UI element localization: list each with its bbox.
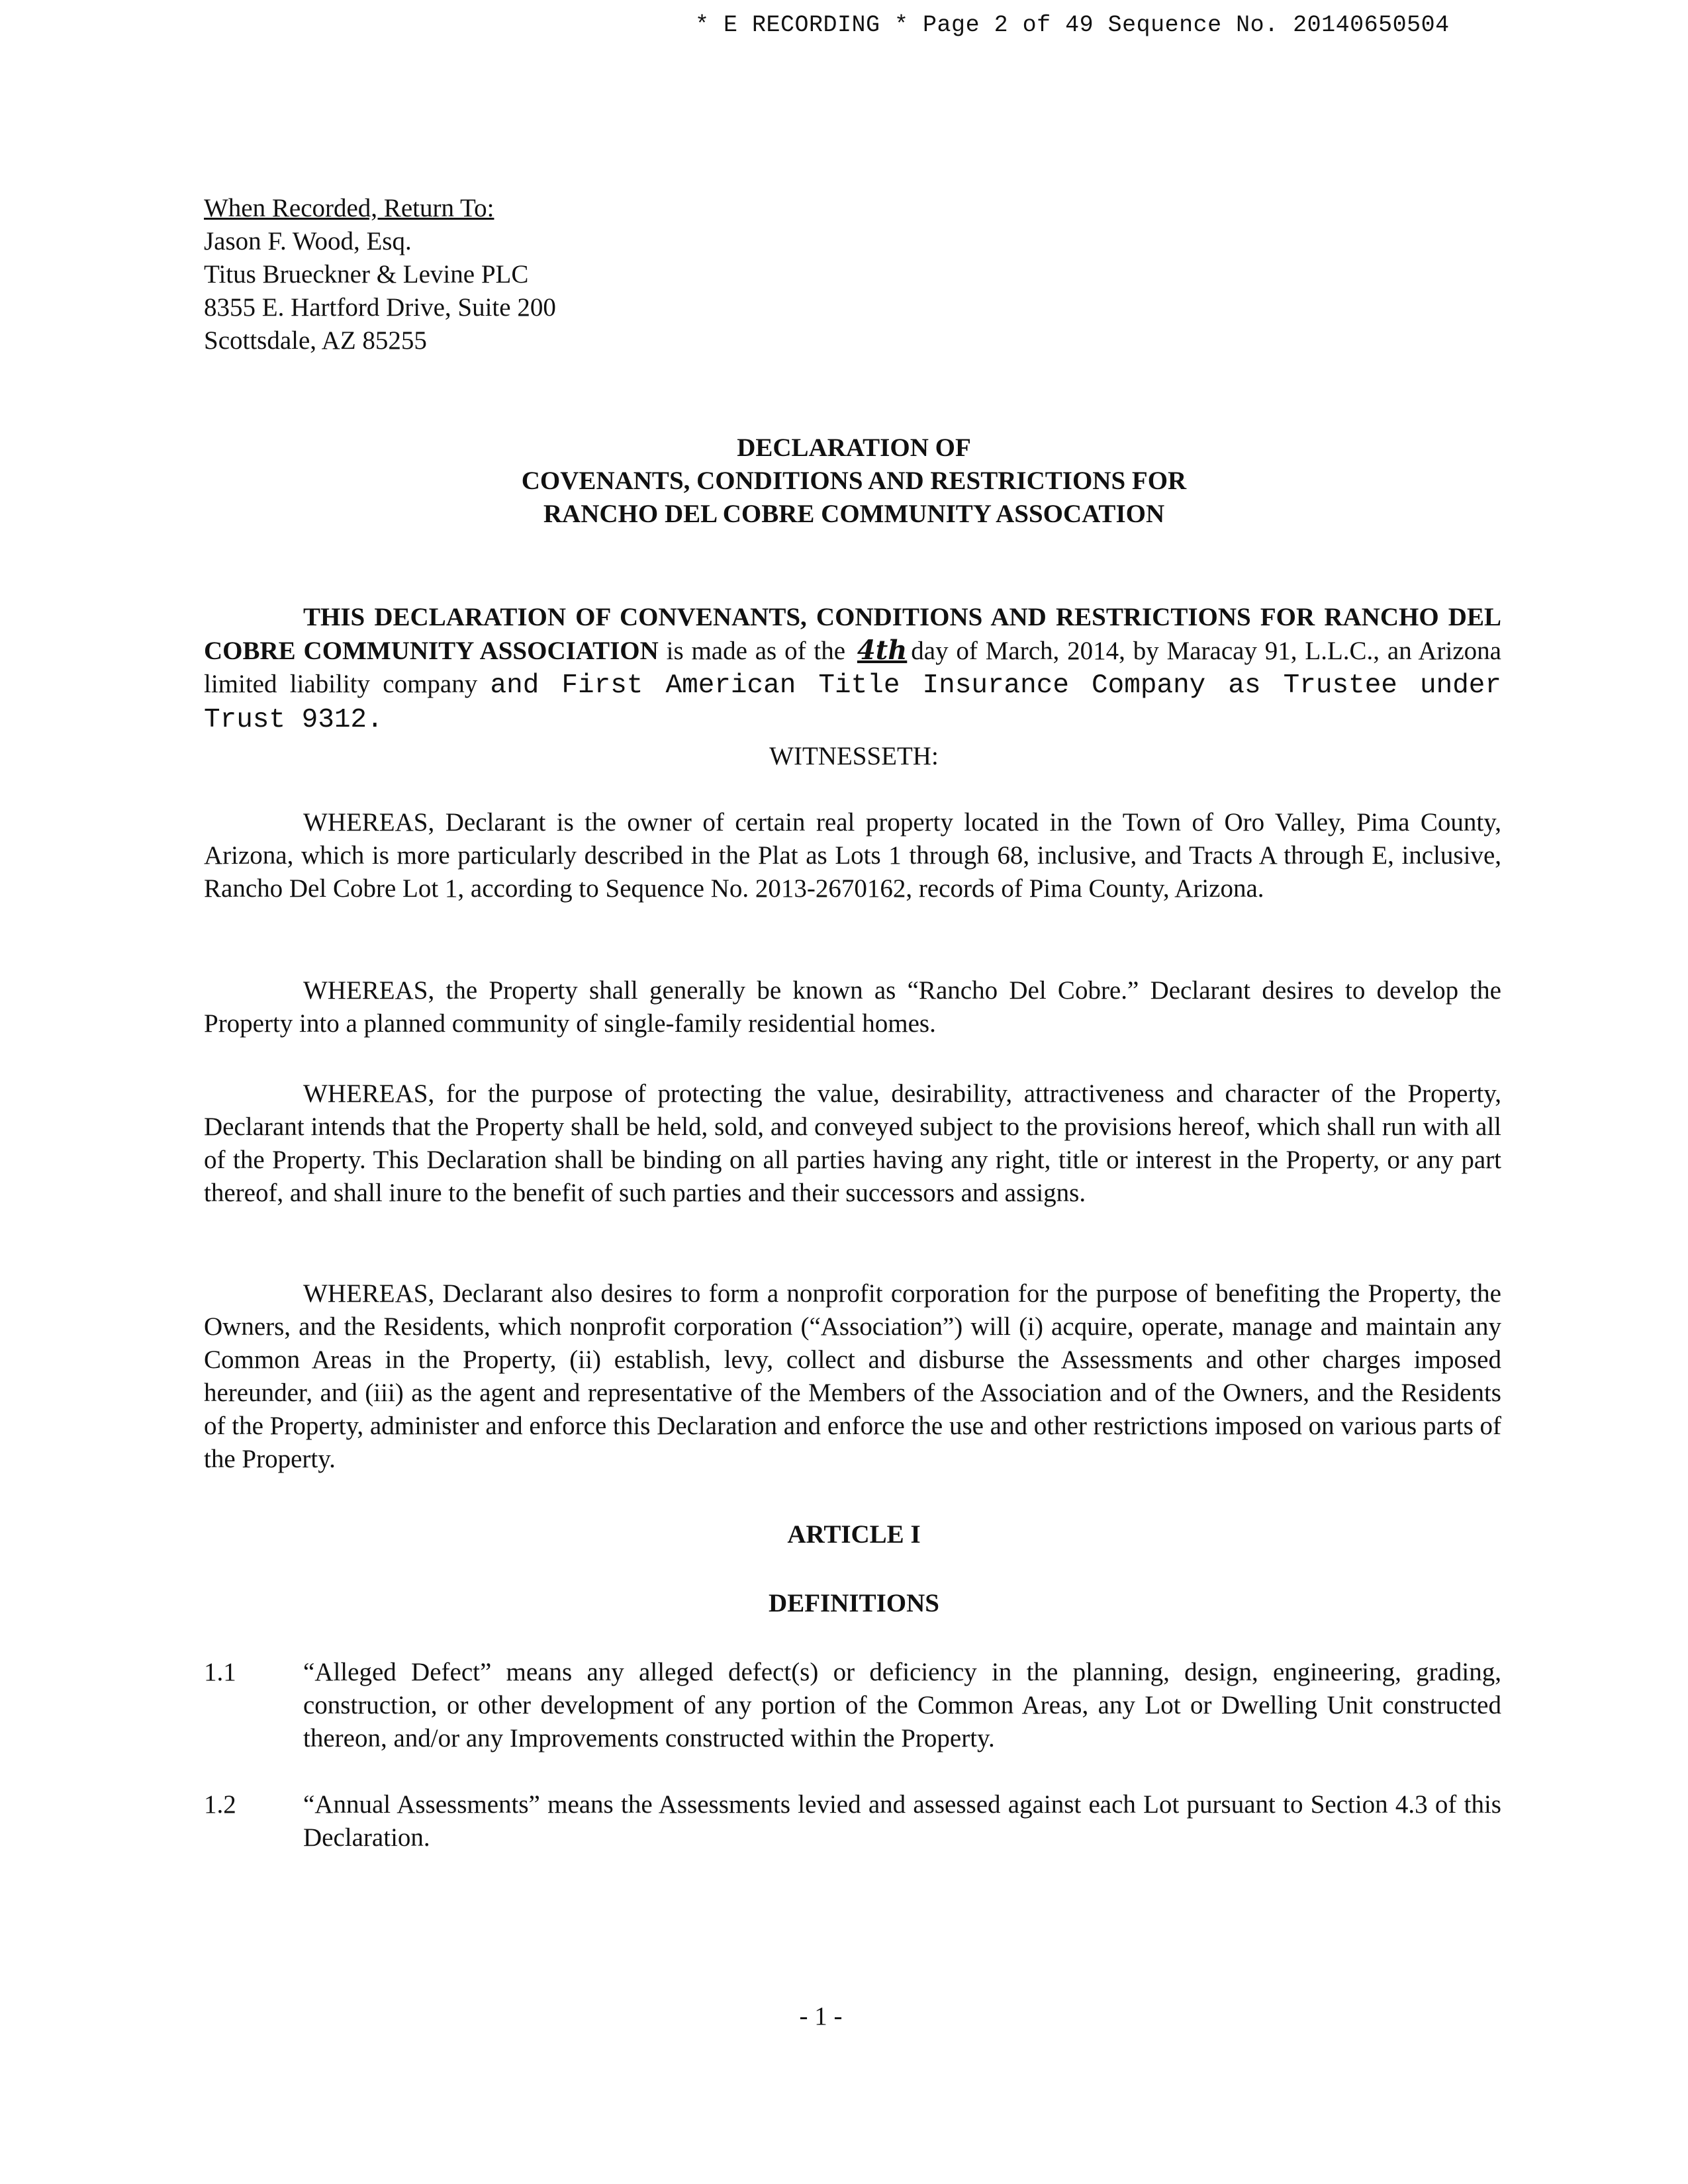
document-title bbox=[199, 432, 1509, 531]
title-line: COVENANTS, CONDITIONS AND RESTRICTIONS FOR bbox=[521, 467, 1187, 495]
article-heading: ARTICLE I bbox=[787, 1520, 921, 1549]
recording-header: * E RECORDING * Page 2 of 49 Sequence No. 20140650504 bbox=[695, 12, 1450, 38]
return-to-heading: When Recorded, Return To: bbox=[204, 194, 494, 222]
definition-number: 1.1 bbox=[204, 1658, 236, 1686]
typed-insert: and First American Title Insurance Company as Trustee under Trust 9312. bbox=[204, 670, 1502, 735]
definition-number: 1.2 bbox=[204, 1790, 236, 1819]
title-line: DECLARATION OF bbox=[737, 433, 971, 462]
definition-text: “Alleged Defect” means any alleged defect(s) or deficiency in the planning, design, engineering, grading, construction, or other development of any portion of the Common Areas, any Lot or Dwelling Unit constructed thereon, and/or any Improvements constructed within the Property. bbox=[303, 1658, 1501, 1752]
intro-bold-lead: THIS DECLARATION OF CONVENANTS, CONDITIONS AND RESTRICTIONS FOR RANCHO DEL COBRE COMMUNITY ASSOCIATION bbox=[204, 603, 1501, 665]
page-number: - 1 - bbox=[799, 2002, 843, 2030]
intro-paragraph bbox=[204, 601, 1501, 737]
return-to-line: Scottsdale, AZ 85255 bbox=[204, 326, 427, 355]
definition-item bbox=[204, 1788, 1501, 1854]
return-to-line: Jason F. Wood, Esq. bbox=[204, 227, 412, 255]
whereas-paragraph: WHEREAS, Declarant is the owner of certain real property located in the Town of Oro Valley, Pima County, Arizona, which is more particularly described in the Plat as Lots 1 through 68, inclusive, and Tracts A through E, inclusive, Rancho Del Cobre Lot 1, according to Sequence No. 2013-2670162, records of Pima County, Arizona. bbox=[204, 808, 1501, 903]
intro-text-b: day of March, 2014, by Maracay 91, L.L.C., an Arizona limited liability company bbox=[204, 637, 1501, 698]
witnesseth-heading: WITNESSETH: bbox=[769, 742, 939, 770]
whereas-paragraph: WHEREAS, Declarant also desires to form a nonprofit corporation for the purpose of benefiting the Property, the Owners, and the Residents, which nonprofit corporation (“Association”) will (i) acquire, operate, manage and maintain any Common Areas in the Property, (ii) establish, levy, collect and disburse the Assessments and other charges imposed hereunder, and (iii) as the agent and representative of the Members of the Association and of the Owners, and the Residents of the Property, administer and enforce this Declaration and enforce the use and other restrictions imposed on various parts of the Property. bbox=[204, 1279, 1501, 1473]
definition-item bbox=[204, 1656, 1501, 1755]
definitions-heading: DEFINITIONS bbox=[769, 1589, 939, 1617]
whereas-paragraph: WHEREAS, for the purpose of protecting the value, desirability, attractiveness and character of the Property, Declarant intends that the Property shall be held, sold, and conveyed subject to the provisions hereof, which shall run with all of the Property. This Declaration shall be binding on all parties having any right, title or interest in the Property, or any part thereof, and shall inure to the benefit of such parties and their successors and assigns. bbox=[204, 1079, 1501, 1207]
title-line: RANCHO DEL COBRE COMMUNITY ASSOCATION bbox=[543, 500, 1165, 528]
handwritten-day: 4th bbox=[857, 635, 908, 666]
intro-text-a: is made as of the bbox=[658, 637, 853, 665]
return-to-line: 8355 E. Hartford Drive, Suite 200 bbox=[204, 293, 556, 322]
definition-text: “Annual Assessments” means the Assessments levied and assessed against each Lot pursuant to Section 4.3 of this Declaration. bbox=[303, 1790, 1501, 1852]
return-to-line: Titus Brueckner & Levine PLC bbox=[204, 260, 529, 289]
return-to-block bbox=[204, 192, 1501, 357]
whereas-paragraph: WHEREAS, the Property shall generally be known as “Rancho Del Cobre.” Declarant desires to develop the Property into a planned community of single-family residential homes. bbox=[204, 976, 1501, 1038]
